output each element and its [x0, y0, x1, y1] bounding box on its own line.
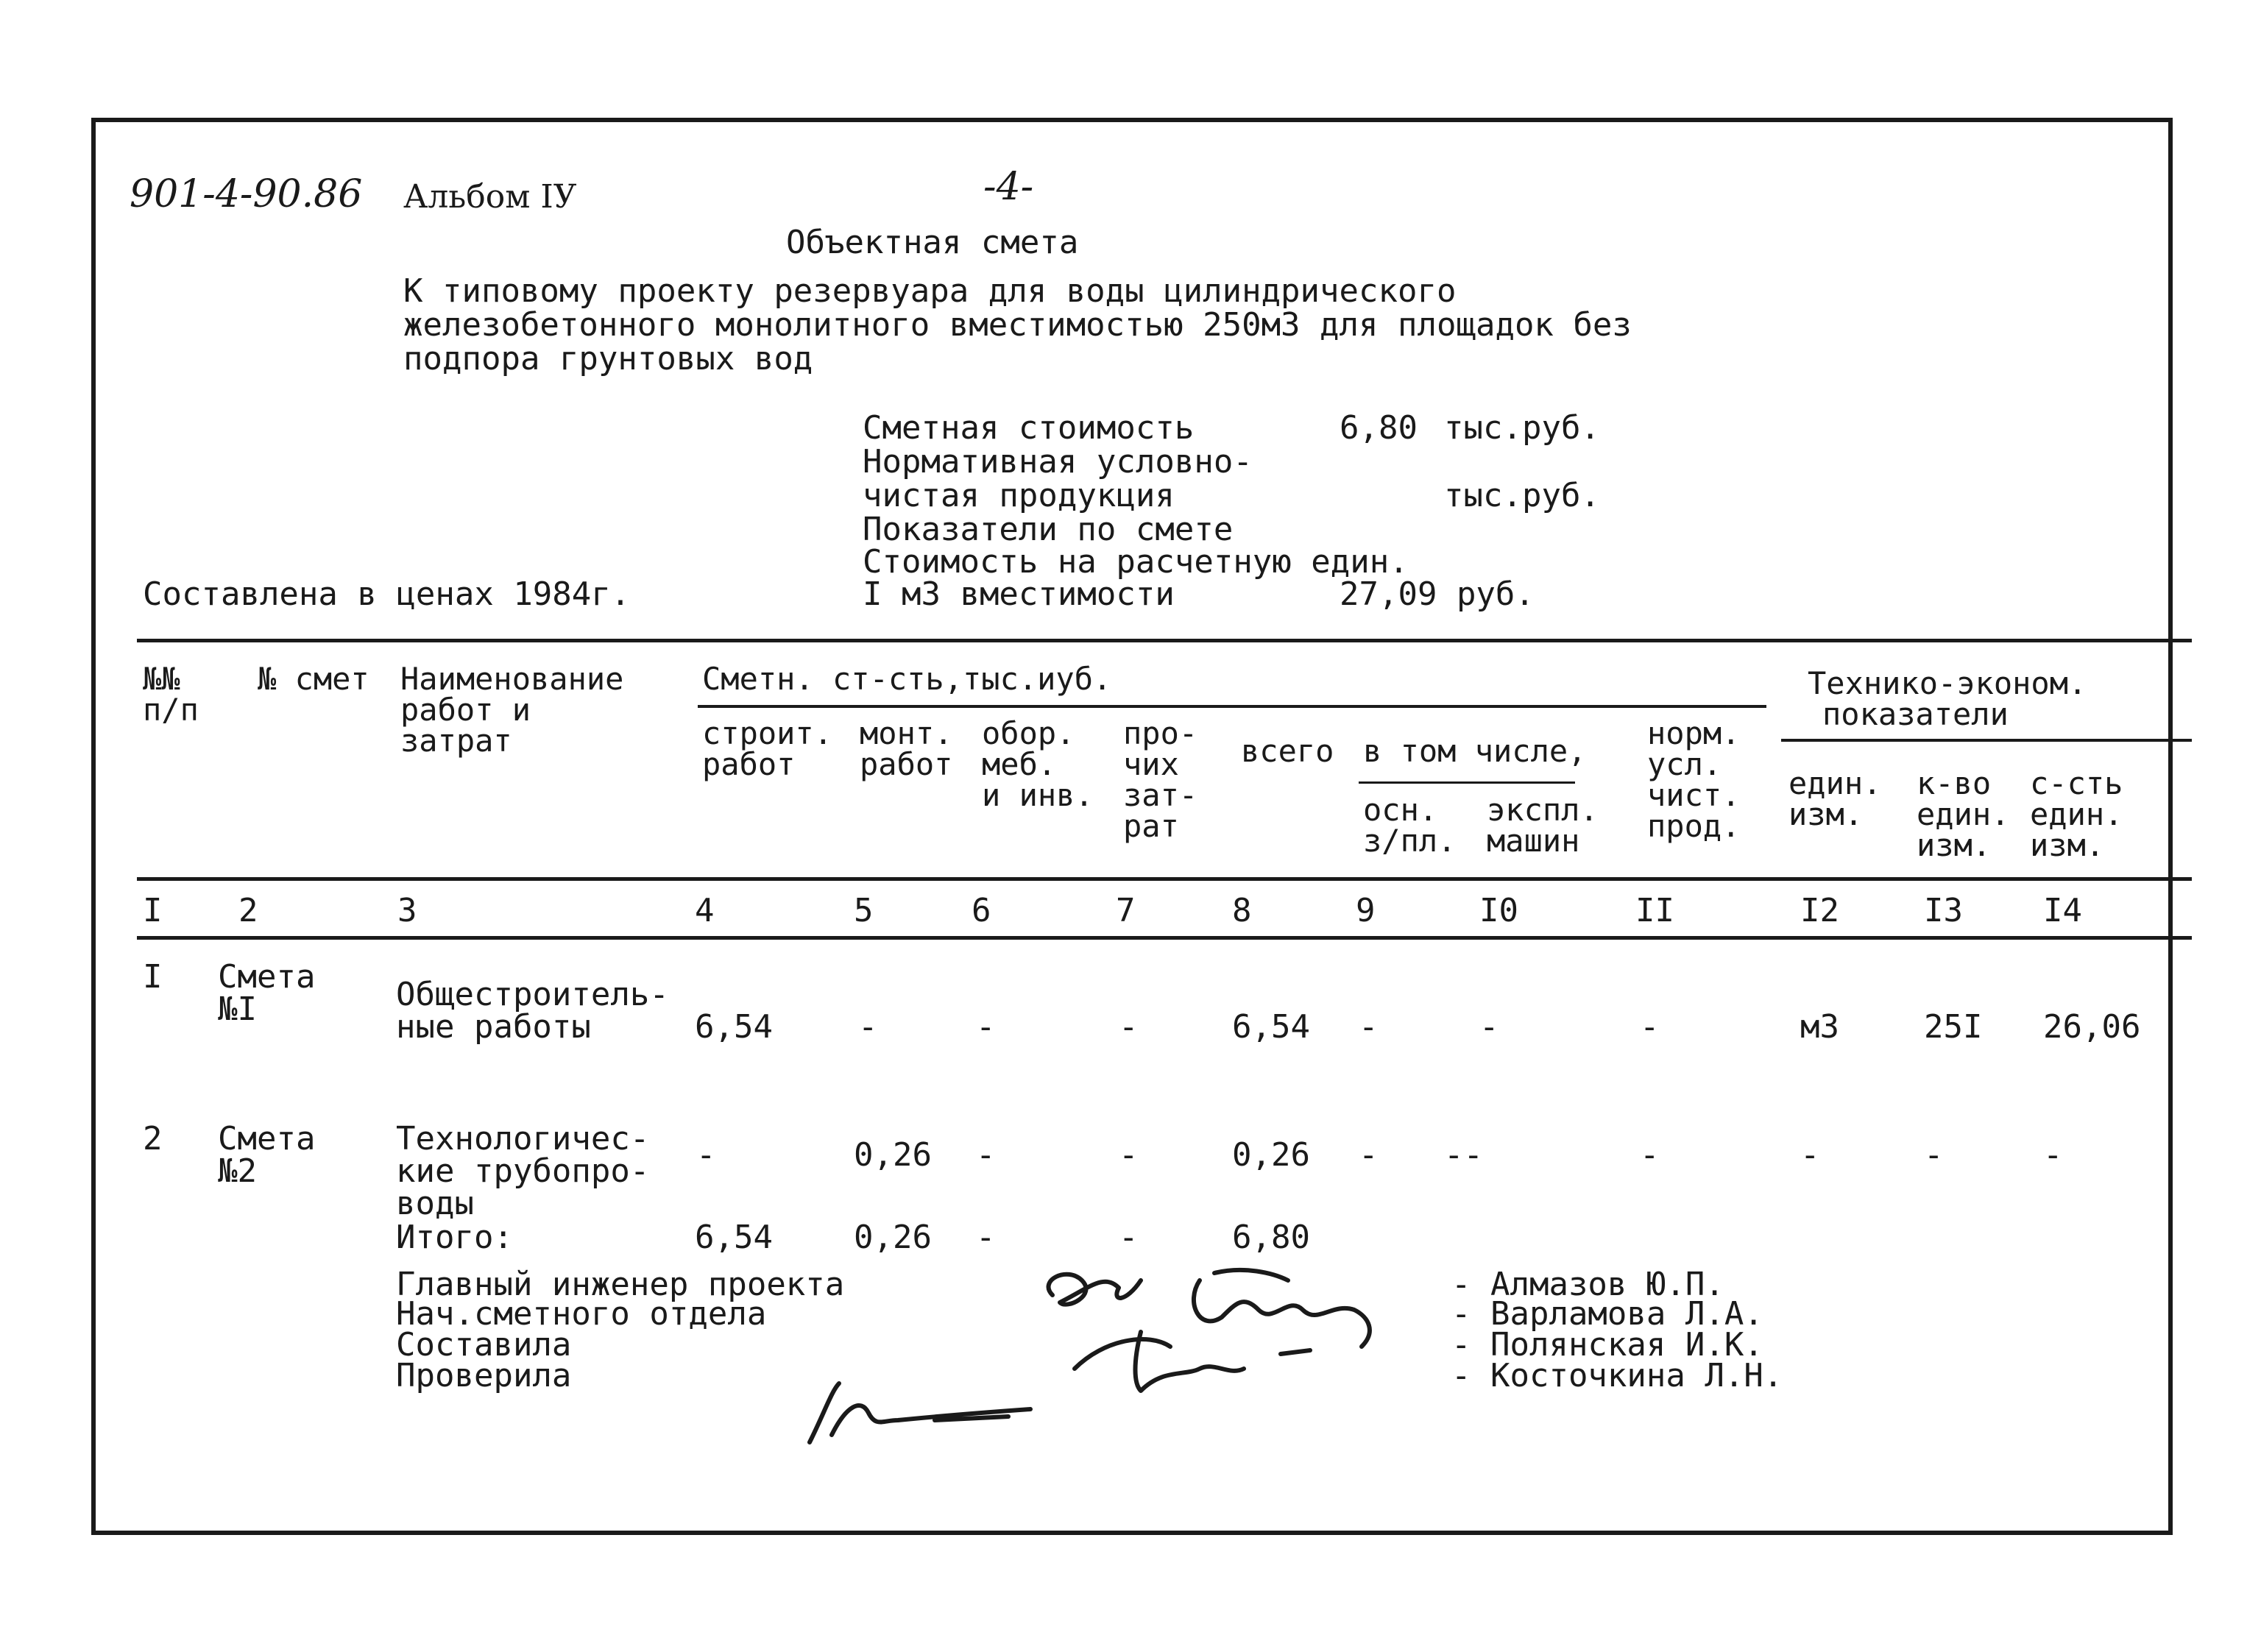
header-norm-2: усл.	[1647, 746, 1722, 782]
column-number: 5	[854, 892, 874, 929]
row-equip: -	[976, 1008, 996, 1046]
header-qty-1: к-во	[1917, 765, 1992, 801]
header-unit-1: един.	[1788, 765, 1882, 801]
signature-name: - Варламова Л.А.	[1451, 1295, 1763, 1333]
header-mount-1: монт.	[860, 715, 953, 751]
subtitle-line-1: К типовому проекту резервуара для воды цилиндрического	[403, 272, 1457, 310]
signature-role: Составила	[396, 1326, 572, 1364]
header-total: всего	[1241, 733, 1334, 769]
header-name-2: работ и	[400, 692, 531, 728]
header-unit-cost-3: изм.	[2030, 827, 2105, 863]
column-number: 2	[238, 892, 258, 929]
header-num-1: №№	[143, 661, 180, 697]
column-number: 4	[695, 892, 715, 929]
row-num: I	[143, 958, 163, 996]
row-name-2: кие трубопро-	[396, 1152, 650, 1190]
tech-group-rule	[1781, 739, 2192, 742]
cost-unit: тыс.руб.	[1444, 409, 1600, 447]
row-other: -	[1119, 1136, 1139, 1174]
totals-other: -	[1119, 1219, 1139, 1256]
totals-label: Итого:	[396, 1219, 513, 1256]
header-other-4: рат	[1123, 808, 1179, 844]
volume-value: 27,09 руб.	[1340, 575, 1535, 613]
signature-role: Проверила	[396, 1357, 572, 1394]
totals-total: 6,80	[1232, 1219, 1310, 1256]
indicators-label: Показатели по смете	[863, 511, 1234, 548]
header-incl: в том числе,	[1363, 733, 1587, 769]
handwritten-signature	[1060, 1310, 1325, 1405]
column-number: I0	[1479, 892, 1518, 929]
header-unit-2: изм.	[1788, 796, 1864, 832]
album-label: Альбом IУ	[403, 178, 577, 216]
signature-name: - Косточкина Л.Н.	[1451, 1357, 1783, 1394]
column-number: 7	[1116, 892, 1136, 929]
header-constr-1: строит.	[702, 715, 833, 751]
norm-label-1: Нормативная условно-	[863, 443, 1253, 481]
row-unit-cost: -	[2043, 1136, 2063, 1174]
column-number: II	[1635, 892, 1674, 929]
totals-constr: 6,54	[695, 1219, 773, 1256]
row-estimate-2: №I	[218, 990, 257, 1028]
header-unit-cost-1: с-сть	[2030, 765, 2123, 801]
row-name-1: Общестроитель-	[396, 976, 669, 1013]
cost-value: 6,80	[1340, 409, 1418, 447]
header-bottom-rule	[137, 877, 2192, 881]
norm-label-2: чистая продукция	[863, 477, 1175, 514]
header-machines-1: экспл.	[1487, 792, 1599, 828]
row-name-1: Технологичес-	[396, 1120, 650, 1158]
column-number: I	[143, 892, 163, 929]
page-number: -4-	[983, 165, 1034, 209]
header-equip-3: и инв.	[982, 777, 1094, 813]
incl-rule	[1359, 781, 1575, 784]
signature-role: Нач.сметного отдела	[396, 1295, 767, 1333]
row-equip: -	[976, 1136, 996, 1174]
table-top-rule	[137, 639, 2192, 642]
row-qty: -	[1924, 1136, 1944, 1174]
column-number: I2	[1800, 892, 1839, 929]
row-estimate-2: №2	[218, 1152, 257, 1190]
signature-role: Главный инженер проекта	[396, 1266, 845, 1303]
row-qty: 25I	[1924, 1008, 1983, 1046]
signature-name: - Полянская И.К.	[1451, 1326, 1763, 1364]
prices-note: Составлена в ценах 1984г.	[143, 575, 631, 613]
header-wages-1: осн.	[1363, 792, 1438, 828]
header-other-3: зат-	[1123, 777, 1198, 813]
header-norm-1: норм.	[1647, 715, 1741, 751]
header-other-2: чих	[1123, 746, 1179, 782]
column-number: 3	[397, 892, 417, 929]
column-number: I3	[1924, 892, 1963, 929]
row-mount: -	[858, 1008, 878, 1046]
column-numbers-rule	[137, 936, 2192, 940]
row-norm: -	[1640, 1136, 1660, 1174]
totals-equip: -	[976, 1219, 996, 1256]
cost-label: Сметная стоимость	[863, 409, 1195, 447]
header-machines-2: машин	[1487, 823, 1580, 859]
column-number: 9	[1356, 892, 1376, 929]
column-number: 8	[1232, 892, 1252, 929]
cost-group-rule	[698, 705, 1766, 708]
row-name-2: ные работы	[396, 1008, 591, 1046]
row-machines: -	[1479, 1008, 1499, 1046]
header-estimate-no: № смет	[258, 661, 369, 697]
header-norm-4: прод.	[1647, 808, 1741, 844]
header-name-3: затрат	[400, 723, 512, 759]
row-mount: 0,26	[854, 1136, 932, 1174]
header-mount-2: работ	[860, 746, 953, 782]
row-wages: -	[1359, 1136, 1379, 1174]
header-name-1: Наименование	[400, 661, 624, 697]
header-equip-1: обор.	[982, 715, 1075, 751]
row-unit: м3	[1800, 1008, 1839, 1046]
row-unit-cost: 26,06	[2043, 1008, 2141, 1046]
signature-name: - Алмазов Ю.П.	[1451, 1266, 1724, 1303]
row-other: -	[1119, 1008, 1139, 1046]
totals-mount: 0,26	[854, 1219, 932, 1256]
header-norm-3: чист.	[1647, 777, 1741, 813]
page-title: Объектная смета	[786, 224, 1079, 261]
volume-label: I м3 вместимости	[863, 575, 1175, 613]
doc-code: 901-4-90.86	[130, 172, 363, 216]
header-tech-1: Технико-эконом.	[1808, 665, 2087, 701]
header-num-2: п/п	[143, 692, 199, 728]
row-estimate-1: Смета	[218, 958, 316, 996]
header-constr-2: работ	[702, 746, 796, 782]
header-cost-group: Сметн. ст-сть,тыс.иуб.	[702, 661, 1112, 697]
row-estimate-1: Смета	[218, 1120, 316, 1158]
handwritten-signature	[788, 1347, 1082, 1457]
row-unit: -	[1800, 1136, 1820, 1174]
row-constr: 6,54	[695, 1008, 773, 1046]
row-name-3: воды	[396, 1185, 474, 1222]
header-tech-2: показатели	[1822, 696, 2009, 732]
header-qty-3: изм.	[1917, 827, 1992, 863]
header-wages-2: з/пл.	[1363, 823, 1457, 859]
header-equip-2: меб.	[982, 746, 1057, 782]
row-norm: -	[1640, 1008, 1660, 1046]
header-qty-2: един.	[1917, 796, 2010, 832]
row-total: 6,54	[1232, 1008, 1310, 1046]
row-num: 2	[143, 1120, 163, 1158]
per-unit-label: Стоимость на расчетную един.	[863, 543, 1409, 581]
subtitle-line-2: железобетонного монолитного вместимостью 250м3 для площадок без	[403, 306, 1632, 344]
column-number: I4	[2043, 892, 2082, 929]
header-unit-cost-2: един.	[2030, 796, 2123, 832]
row-total: 0,26	[1232, 1136, 1310, 1174]
norm-unit: тыс.руб.	[1444, 477, 1600, 514]
row-wages: -	[1359, 1008, 1379, 1046]
column-number: 6	[972, 892, 991, 929]
header-other-1: про-	[1123, 715, 1198, 751]
row-constr: -	[696, 1136, 716, 1174]
subtitle-line-3: подпора грунтовых вод	[403, 340, 813, 377]
row-machines: --	[1444, 1136, 1483, 1174]
